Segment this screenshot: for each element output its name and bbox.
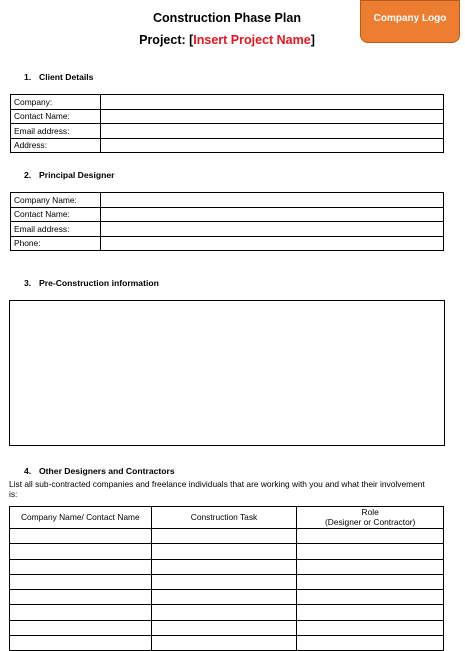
table-cell[interactable] [297,529,444,544]
table-cell[interactable] [151,574,297,589]
table-row [10,590,444,605]
section-number: 4. [24,466,32,476]
table-cell[interactable] [10,590,152,605]
field-label: Email address: [11,124,101,139]
table-cell[interactable] [151,590,297,605]
table-cell[interactable] [10,544,152,559]
field-label: Contact Name: [11,109,101,124]
table-cell[interactable] [10,605,152,620]
section-title: Other Designers and Contractors [39,466,175,476]
table-row [11,138,444,153]
table-row [10,544,444,559]
table-row [10,605,444,620]
address-field[interactable] [101,138,444,153]
field-label: Email address: [11,222,101,237]
table-cell[interactable] [151,605,297,620]
table-cell[interactable] [10,529,152,544]
section-number: 1. [24,72,32,82]
table-row [10,559,444,574]
company-name-field[interactable] [101,193,444,208]
contact-name-field[interactable] [101,207,444,222]
column-header-role [297,507,444,529]
section-title: Principal Designer [39,170,115,180]
table-row [10,529,444,544]
section-other-designers-heading [24,466,175,476]
table-cell[interactable] [297,590,444,605]
document-title: Construction Phase Plan [153,11,301,25]
table-row [11,236,444,251]
principal-designer-table [10,192,444,251]
section-number: 3. [24,278,32,288]
contractors-table [9,506,444,651]
field-label: Company: [11,95,101,110]
pre-construction-text-area[interactable] [9,300,445,446]
table-cell[interactable] [10,574,152,589]
email-field[interactable] [101,222,444,237]
company-logo-placeholder: Company Logo [360,0,460,43]
table-row [11,109,444,124]
company-field[interactable] [101,95,444,110]
table-cell[interactable] [297,620,444,635]
table-cell[interactable] [151,620,297,635]
section-title: Client Details [39,72,94,82]
contact-name-field[interactable] [101,109,444,124]
section-pre-construction-heading [24,278,159,288]
section-title: Pre-Construction information [39,278,159,288]
table-cell[interactable] [151,529,297,544]
table-cell[interactable] [10,559,152,574]
section-principal-designer-heading [24,170,114,180]
table-cell[interactable] [151,544,297,559]
column-header-company: Company Name/ Contact Name [10,507,152,529]
field-label: Contact Name: [11,207,101,222]
section-number: 2. [24,170,32,180]
field-label: Phone: [11,236,101,251]
table-header-row [10,507,444,529]
table-row [11,222,444,237]
table-cell[interactable] [297,574,444,589]
table-row [11,193,444,208]
role-header-label: Role [361,507,379,517]
column-header-task: Construction Task [151,507,297,529]
section-instructions: List all sub-contracted companies and freelance individuals that are working with you and what their involvement is: [9,479,425,500]
project-name-placeholder[interactable]: Insert Project Name [193,33,311,47]
project-prefix: Project: [ [139,33,194,47]
role-header-subtext: (Designer or Contractor) [325,516,416,527]
table-cell[interactable] [151,559,297,574]
field-label: Company Name: [11,193,101,208]
email-field[interactable] [101,124,444,139]
client-details-table [10,94,444,153]
table-row [11,207,444,222]
project-suffix: ] [310,33,315,47]
table-cell[interactable] [10,620,152,635]
table-cell[interactable] [297,605,444,620]
phone-field[interactable] [101,236,444,251]
table-cell[interactable] [297,544,444,559]
table-row [10,574,444,589]
field-label: Address: [11,138,101,153]
section-client-details-heading [24,72,93,82]
table-row [11,95,444,110]
table-cell[interactable] [297,559,444,574]
table-row [11,124,444,139]
table-row [10,620,444,635]
